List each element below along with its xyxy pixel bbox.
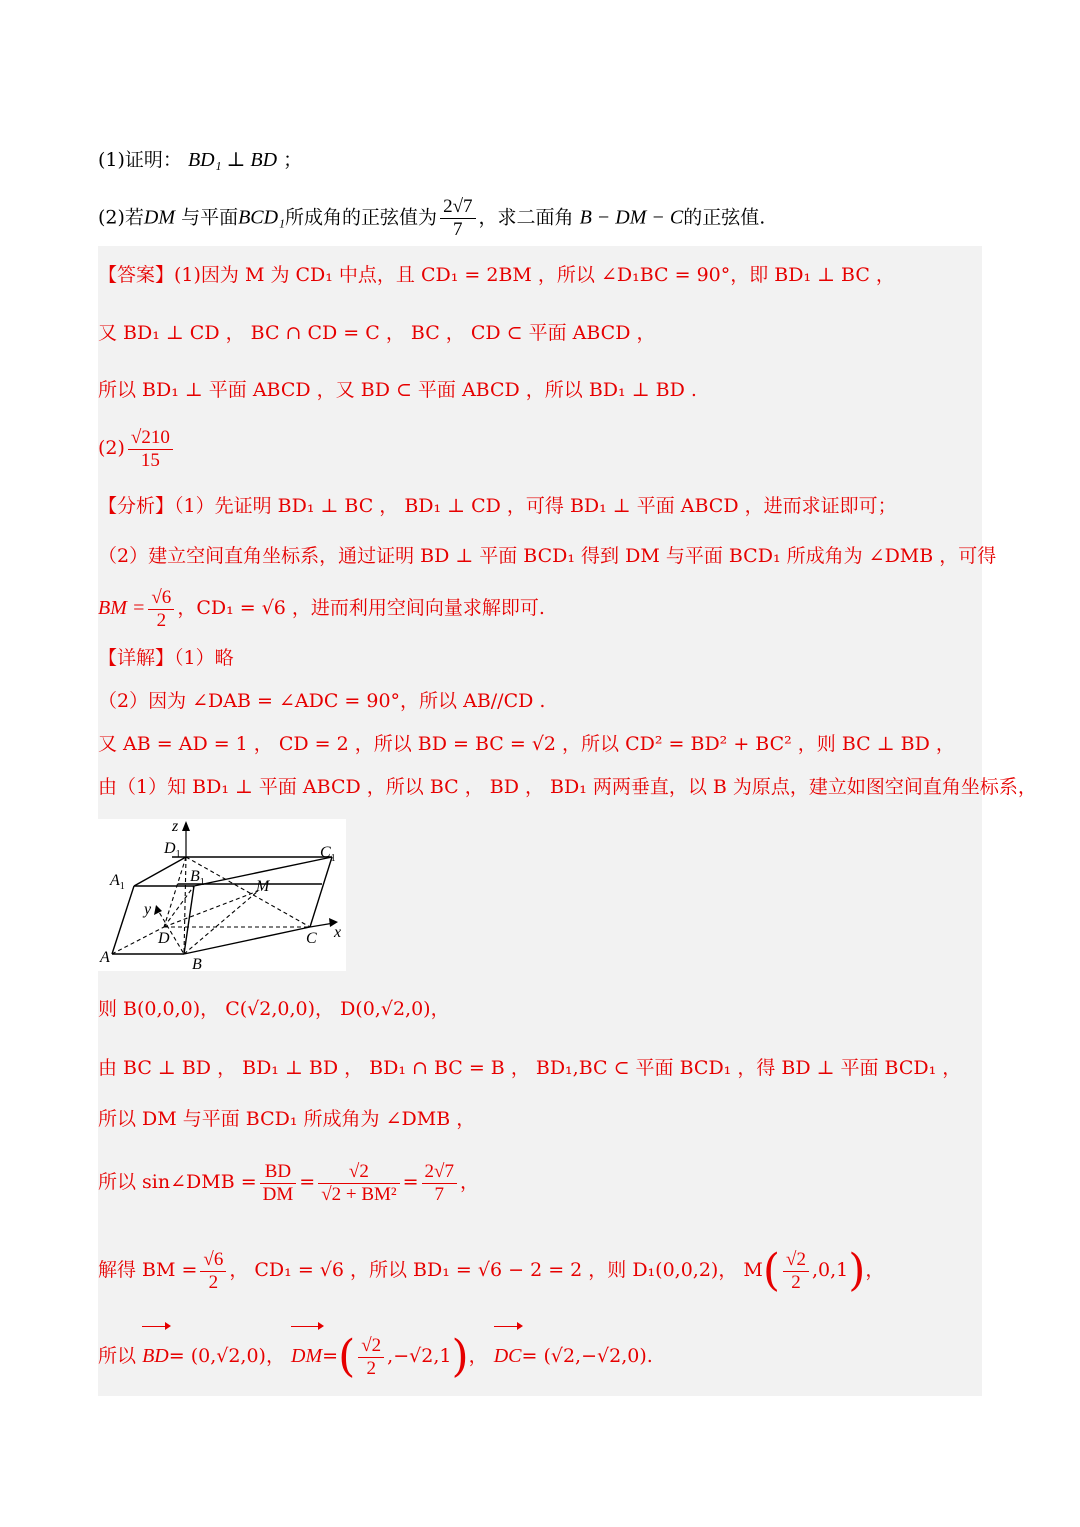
sine-fraction: $\frac{2√7}{7}$ xyxy=(440,196,475,241)
analysis-line-2: （2）建立空间直角坐标系，通过证明 BD ⊥ 平面 BCD₁ 得到 DM 与平面 BCD₁ 所成角为 ∠DMB ，可得 xyxy=(98,545,997,567)
analysis-line-1: 【分析】（1）先证明 BD₁ ⊥ BC ， BD₁ ⊥ CD ，可得 BD₁ ⊥ 平面 ABCD ，进而求证即可； xyxy=(98,495,897,517)
answer-line-3: 所以 BD₁ ⊥ 平面 ABCD ，又 BD ⊂ 平面 ABCD ，所以 BD₁ ⊥ BD . xyxy=(98,379,697,401)
detail-line-2: 又 AB = AD = 1 ， CD = 2 ，所以 BD = BC = √2 ，所以 CD² = BD² + BC² ，则 BC ⊥ BD ， xyxy=(98,733,955,755)
svg-text:D: D xyxy=(158,930,170,947)
detail-line-3: 由（1）知 BD₁ ⊥ 平面 ABCD ，所以 BC ， BD ， BD₁ 两两垂直，以 B 为原点，建立如图空间直角坐标系， xyxy=(98,776,1037,798)
svg-text:x: x xyxy=(334,924,342,941)
analysis-tag: 【分析】 xyxy=(98,495,175,517)
question-1: (1)证明： BD₁ ⊥ BD ； xyxy=(98,149,303,171)
detail-line-5: 由 BC ⊥ BD ， BD₁ ⊥ BD ， BD₁ ∩ BC = B ， BD₁,BC ⊂ 平面 BCD₁ ，得 BD ⊥ 平面 BCD₁ ， xyxy=(98,1057,962,1079)
svg-text:M: M xyxy=(256,878,270,895)
svg-text:D1: $D_1$ xyxy=(164,840,181,860)
detail-line-7: 所以 sin∠DMB = $\frac{BD}{DM}$ = $\frac{√2}{\text{√2 + BM²}}$ = $\frac{2√7}{7}$ ， xyxy=(98,1160,479,1205)
detail-line-6: 所以 DM 与平面 BCD₁ 所成角为 ∠DMB ， xyxy=(98,1108,476,1130)
svg-text:z: z xyxy=(172,819,179,835)
answer-line-1: 【答案】(1)因为 M 为 CD₁ 中点，且 CD₁ = 2BM ，所以 ∠D₁BC = 90°，即 BD₁ ⊥ BC ， xyxy=(98,264,895,286)
svg-text:B1: $B_1$ xyxy=(190,868,205,888)
detail-line-0: 【详解】（1）略 xyxy=(98,647,234,669)
answer-line-2: 又 BD₁ ⊥ CD ， BC ∩ CD = C ， BC ， CD ⊂ 平面 ABCD ， xyxy=(98,322,656,344)
svg-text:A: A xyxy=(100,949,110,966)
svg-text:C1: $C_1$ xyxy=(320,844,336,864)
prism-figure xyxy=(98,819,346,971)
svg-text:B: B xyxy=(192,956,202,971)
detail-line-9: 所以 BD= (0,√2,0)， DM=( $\frac{√2}{2}$ ,−√2,1)， DC= (√2,−√2,0). xyxy=(98,1328,653,1384)
detail-line-4: 则 B(0,0,0)， C(√2,0,0)， D(0,√2,0)， xyxy=(98,998,450,1020)
prism-diagram xyxy=(98,819,346,971)
svg-text:y: y xyxy=(144,901,152,918)
answer-line-4: (2) $\frac{√210}{15}$ xyxy=(98,424,176,472)
answer-tag: 【答案】 xyxy=(98,264,175,286)
detail-tag: 【详解】 xyxy=(98,647,175,669)
answer-fraction: $\frac{√210}{15}$ xyxy=(128,427,173,472)
analysis-line-3: BM = $\frac{√6}{2}$ ，CD₁ = √6 ，进而利用空间向量求解即可. xyxy=(98,586,545,631)
detail-line-8: 解得 BM = $\frac{√6}{2}$ ， CD₁ = √6 ，所以 BD₁ = √6 − 2 = 2 ，则 D₁(0,0,2)， M( $\frac{√2}{2}$ ,0,1)， xyxy=(98,1245,885,1296)
detail-line-1: （2）因为 ∠DAB = ∠ADC = 90°，所以 AB//CD . xyxy=(98,690,546,712)
svg-text:C: C xyxy=(306,930,317,947)
question-2: (2)若DM 与平面BCD₁所成角的正弦值为 $\frac{2√7}{7}$ ，求二面角 B − DM − C的正弦值. xyxy=(98,196,766,240)
svg-text:A1: $A_1$ xyxy=(110,872,125,892)
